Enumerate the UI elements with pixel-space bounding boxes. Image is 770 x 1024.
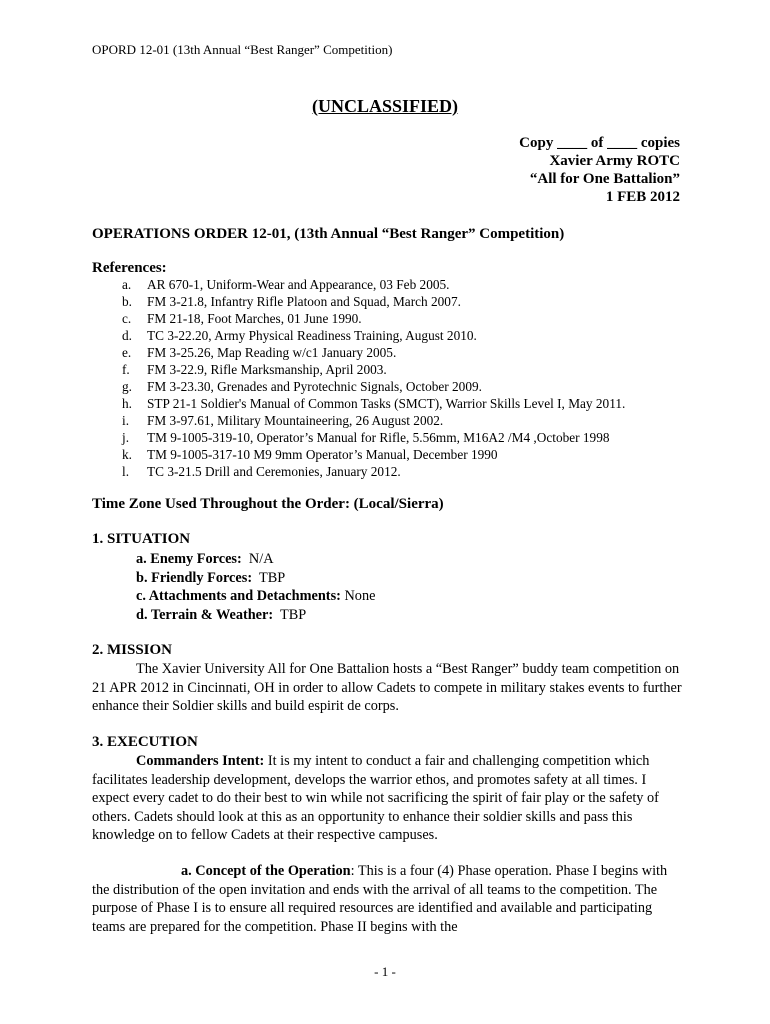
concept-of-operation-label: a. Concept of the Operation <box>181 863 351 879</box>
order-date: 1 FEB 2012 <box>605 189 680 205</box>
reference-letter: j. <box>122 430 130 445</box>
concept-of-operation-text: : This is a four (4) Phase operation. Phase I begins with the distribution of the open invitation and ends with the arrival of all teams to the competition. The purpose of Phase I is to ensure all required resources are identified and available and participating teams are prepared for the competition. Phase II begins with the <box>92 863 668 935</box>
reference-letter: k. <box>122 447 132 462</box>
reference-item <box>122 412 625 429</box>
reference-text: AR 670-1, Uniform-Wear and Appearance, 03 Feb 2005. <box>147 277 450 292</box>
reference-text: FM 3-21.8, Infantry Rifle Platoon and Squad, March 2007. <box>147 294 461 309</box>
reference-letter: f. <box>122 362 130 377</box>
reference-text: STP 21-1 Soldier's Manual of Common Tasks (SMCT), Warrior Skills Level I, May 2011. <box>147 396 626 411</box>
copy-line: Copy ____ of ____ copies <box>519 135 680 151</box>
reference-letter: e. <box>122 345 132 360</box>
friendly-forces-line <box>136 569 375 588</box>
reference-item <box>122 344 625 361</box>
enemy-forces-label: a. Enemy Forces: <box>136 551 242 567</box>
reference-item <box>122 429 625 446</box>
mission-heading: 2. MISSION <box>92 642 173 658</box>
commanders-intent-label: Commanders Intent: <box>136 753 265 769</box>
reference-letter: c. <box>122 311 132 326</box>
copy-block <box>519 134 680 206</box>
reference-item <box>122 395 625 412</box>
battalion-name: “All for One Battalion” <box>529 171 680 187</box>
reference-item <box>122 310 625 327</box>
attachments-value: None <box>344 588 376 604</box>
reference-item <box>122 378 625 395</box>
reference-text: TC 3-22.20, Army Physical Readiness Training, August 2010. <box>147 328 477 343</box>
attachments-line <box>136 587 375 606</box>
enemy-forces-value: N/A <box>248 551 274 567</box>
reference-letter: i. <box>122 413 130 428</box>
reference-text: TM 9-1005-319-10, Operator’s Manual for Rifle, 5.56mm, M16A2 /M4 ,October 1998 <box>147 430 610 445</box>
mission-paragraph: The Xavier University All for One Battalion hosts a “Best Ranger” buddy team competition on 21 APR 2012 in Cincinnati, OH in order to allow Cadets to compete in military stakes events to further enhance their Soldier skills and build espirit de corps. <box>92 661 682 714</box>
attachments-label: c. Attachments and Detachments: <box>136 588 341 604</box>
reference-text: FM 3-97.61, Military Mountaineering, 26 August 2002. <box>147 413 444 428</box>
reference-letter: d. <box>122 328 132 343</box>
commanders-intent-paragraph <box>92 752 682 845</box>
reference-text: TM 9-1005-317-10 M9 9mm Operator’s Manual, December 1990 <box>147 447 498 462</box>
references-heading: References: <box>92 260 167 276</box>
references-list <box>122 276 625 480</box>
concept-of-operation-paragraph <box>92 862 682 936</box>
reference-item <box>122 446 625 463</box>
reference-letter: g. <box>122 379 132 394</box>
reference-text: FM 3-25.26, Map Reading w/c1 January 2005. <box>147 345 397 360</box>
reference-item <box>122 463 625 480</box>
reference-item <box>122 276 625 293</box>
enemy-forces-line <box>136 550 375 569</box>
terrain-weather-label: d. Terrain & Weather: <box>136 606 274 623</box>
reference-text: FM 3-23.30, Grenades and Pyrotechnic Signals, October 2009. <box>147 379 482 394</box>
terrain-weather-value: TBP <box>280 606 307 623</box>
order-title: OPERATIONS ORDER 12-01, (13th Annual “Best Ranger” Competition) <box>92 226 565 242</box>
situation-heading: 1. SITUATION <box>92 531 191 547</box>
reference-letter: l. <box>122 464 130 479</box>
running-header: OPORD 12-01 (13th Annual “Best Ranger” Competition) <box>92 42 393 57</box>
reference-text: FM 21-18, Foot Marches, 01 June 1990. <box>147 311 362 326</box>
friendly-forces-value: TBP <box>258 569 286 586</box>
reference-text: FM 3-22.9, Rifle Marksmanship, April 2003. <box>147 362 387 377</box>
time-zone-line: Time Zone Used Throughout the Order: (Local/Sierra) <box>92 496 444 512</box>
unit-name: Xavier Army ROTC <box>549 153 680 169</box>
reference-letter: a. <box>122 277 132 292</box>
reference-item <box>122 361 625 378</box>
page-number: - 1 - <box>374 964 396 979</box>
friendly-forces-label: b. Friendly Forces: <box>136 569 253 586</box>
reference-letter: b. <box>122 294 132 309</box>
reference-text: TC 3-21.5 Drill and Ceremonies, January 2012. <box>147 464 401 479</box>
terrain-weather-line <box>136 606 375 625</box>
reference-letter: h. <box>122 396 132 411</box>
reference-item <box>122 327 625 344</box>
commanders-intent-text: It is my intent to conduct a fair and challenging competition which facilitates leadership development, develops the warrior ethos, and promotes safety at all times. I expect every cadet to do their best to win while not sacrificing the spirit of fair play or the safety of others. Cadets should look at this as an opportunity to enhance their soldier skills and pass this knowledge on to fellow Cadets at their respective campuses. <box>92 753 659 843</box>
execution-heading: 3. EXECUTION <box>92 734 198 750</box>
reference-item <box>122 293 625 310</box>
situation-subparagraphs <box>136 550 375 624</box>
classification-marking: (UNCLASSIFIED) <box>311 96 459 116</box>
